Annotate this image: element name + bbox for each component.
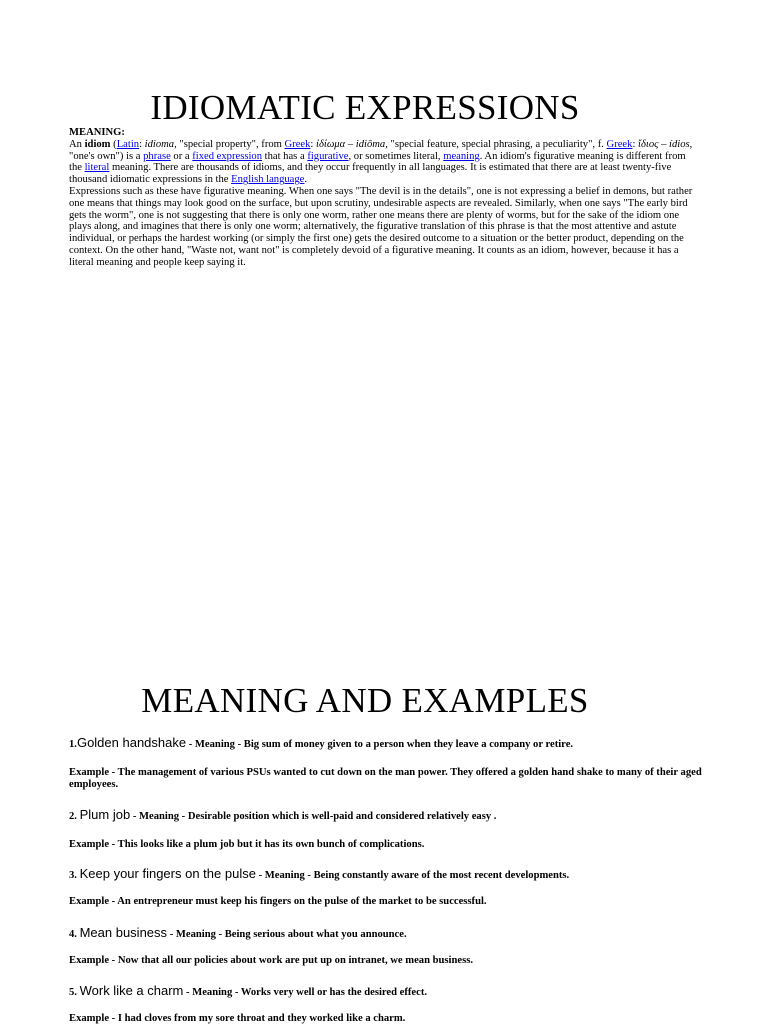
meaning-label: MEANING: — [69, 127, 125, 138]
text: that has a — [262, 150, 308, 162]
idiom-meaning: - Meaning - Being constantly aware of the most recent developments. — [255, 870, 570, 881]
text: , "one's own") is a — [69, 138, 693, 162]
greek-link[interactable]: Greek — [284, 138, 311, 150]
item-number: 4. — [69, 929, 80, 940]
text: or a — [170, 150, 193, 162]
idiom-term: Keep your fingers on the pulse — [79, 866, 256, 881]
text: , "special property", from — [174, 138, 285, 150]
latin-word: idioma — [144, 138, 175, 150]
example-line: Example - This looks like a plum job but it has its own bunch of complications. — [69, 839, 425, 850]
latin-link[interactable]: Latin — [116, 138, 140, 150]
idiom-term: Work like a charm — [79, 983, 184, 998]
idiom-term: Plum job — [79, 807, 131, 822]
item-number: 1. — [69, 739, 77, 750]
text: , or sometimes literal, — [348, 150, 444, 162]
greek-link-2[interactable]: Greek — [606, 138, 633, 150]
item-number: 5. — [69, 987, 80, 998]
expressions-paragraph: Expressions such as these have figurative meaning. When one says "The devil is in the details", one is not expressing a belief in demons, but rather one means that things may look good on the surface, but upon scrutiny, undesirable aspects are revealed. Similarly, when one says "The early bird gets the worm", one is not suggesting that there is only one worm, rather one means there are plenty of worms, but for the sake of the idiom one plays along, and imagines that there is only one worm; alternatively, the figurative translation of this phrase is that the most attentive and astute individual, or perhaps the hardest working (or simply the first one) gets the desired outcome to a situation or the better product, depending on the context. On the other hand, "Waste not, want not" is completely devoid of a figurative meaning. It counts as an idiom, however, because it has a literal meaning and people keep saying it. — [69, 185, 693, 268]
idiom-line — [69, 868, 709, 882]
idiom-line — [69, 927, 709, 941]
phrase-link[interactable]: phrase — [143, 150, 171, 162]
page-title: IDIOMATIC EXPRESSIONS — [150, 88, 580, 127]
text: . An idiom's figurative meaning is different from the — [69, 150, 686, 174]
example-line: Example - Now that all our policies about work are put up on intranet, we mean business. — [69, 955, 473, 966]
fixed-expression-link[interactable]: fixed expression — [192, 150, 262, 162]
idiom-term: Golden handshake — [76, 735, 187, 750]
english-language-link[interactable]: English language — [231, 174, 305, 186]
meaning-section — [69, 127, 701, 269]
idiom-meaning: - Meaning - Works very well or has the desired effect. — [183, 987, 428, 998]
greek-word: ἰδίωμα – idiōma — [316, 138, 386, 150]
text: . — [304, 174, 308, 186]
greek-word-2: ἴδιος – ídios — [638, 138, 690, 150]
item-number: 3. — [69, 870, 80, 881]
example-line: Example - The management of various PSUs wanted to cut down on the man power. They offered a golden hand shake to many of their aged employees. — [69, 767, 702, 791]
idiom-line — [69, 985, 709, 999]
meaning-link[interactable]: meaning — [443, 150, 480, 162]
section-title: MEANING AND EXAMPLES — [141, 681, 589, 720]
example-line: Example - An entrepreneur must keep his fingers on the pulse of the market to be successful. — [69, 896, 487, 907]
text: : — [310, 138, 317, 150]
literal-link[interactable]: literal — [84, 162, 110, 174]
item-number: 2. — [69, 811, 80, 822]
idiom-term: idiom — [84, 138, 111, 150]
idiom-meaning: - Meaning - Being serious about what you announce. — [167, 929, 407, 940]
example-line: Example - I had cloves from my sore throat and they worked like a charm. — [69, 1013, 406, 1024]
idiom-term: Mean business — [79, 925, 168, 940]
text: , "special feature, special phrasing, a peculiarity", f. — [385, 138, 607, 150]
text: : — [632, 138, 639, 150]
idiom-meaning: - Meaning - Desirable position which is well-paid and considered relatively easy . — [130, 811, 497, 822]
meaning-paragraph — [69, 127, 701, 186]
text: ( — [110, 138, 117, 150]
text: meaning. There are thousands of idioms, and they occur frequently in all languages. It is estimated that there are at least twenty-five thousand idiomatic expressions in the — [69, 162, 672, 186]
idiom-line — [69, 737, 709, 751]
idiom-meaning: - Meaning - Big sum of money given to a person when they leave a company or retire. — [186, 739, 574, 750]
idiom-line — [69, 809, 709, 823]
text: : — [139, 138, 145, 150]
figurative-link[interactable]: figurative — [307, 150, 349, 162]
text: An — [69, 138, 85, 150]
